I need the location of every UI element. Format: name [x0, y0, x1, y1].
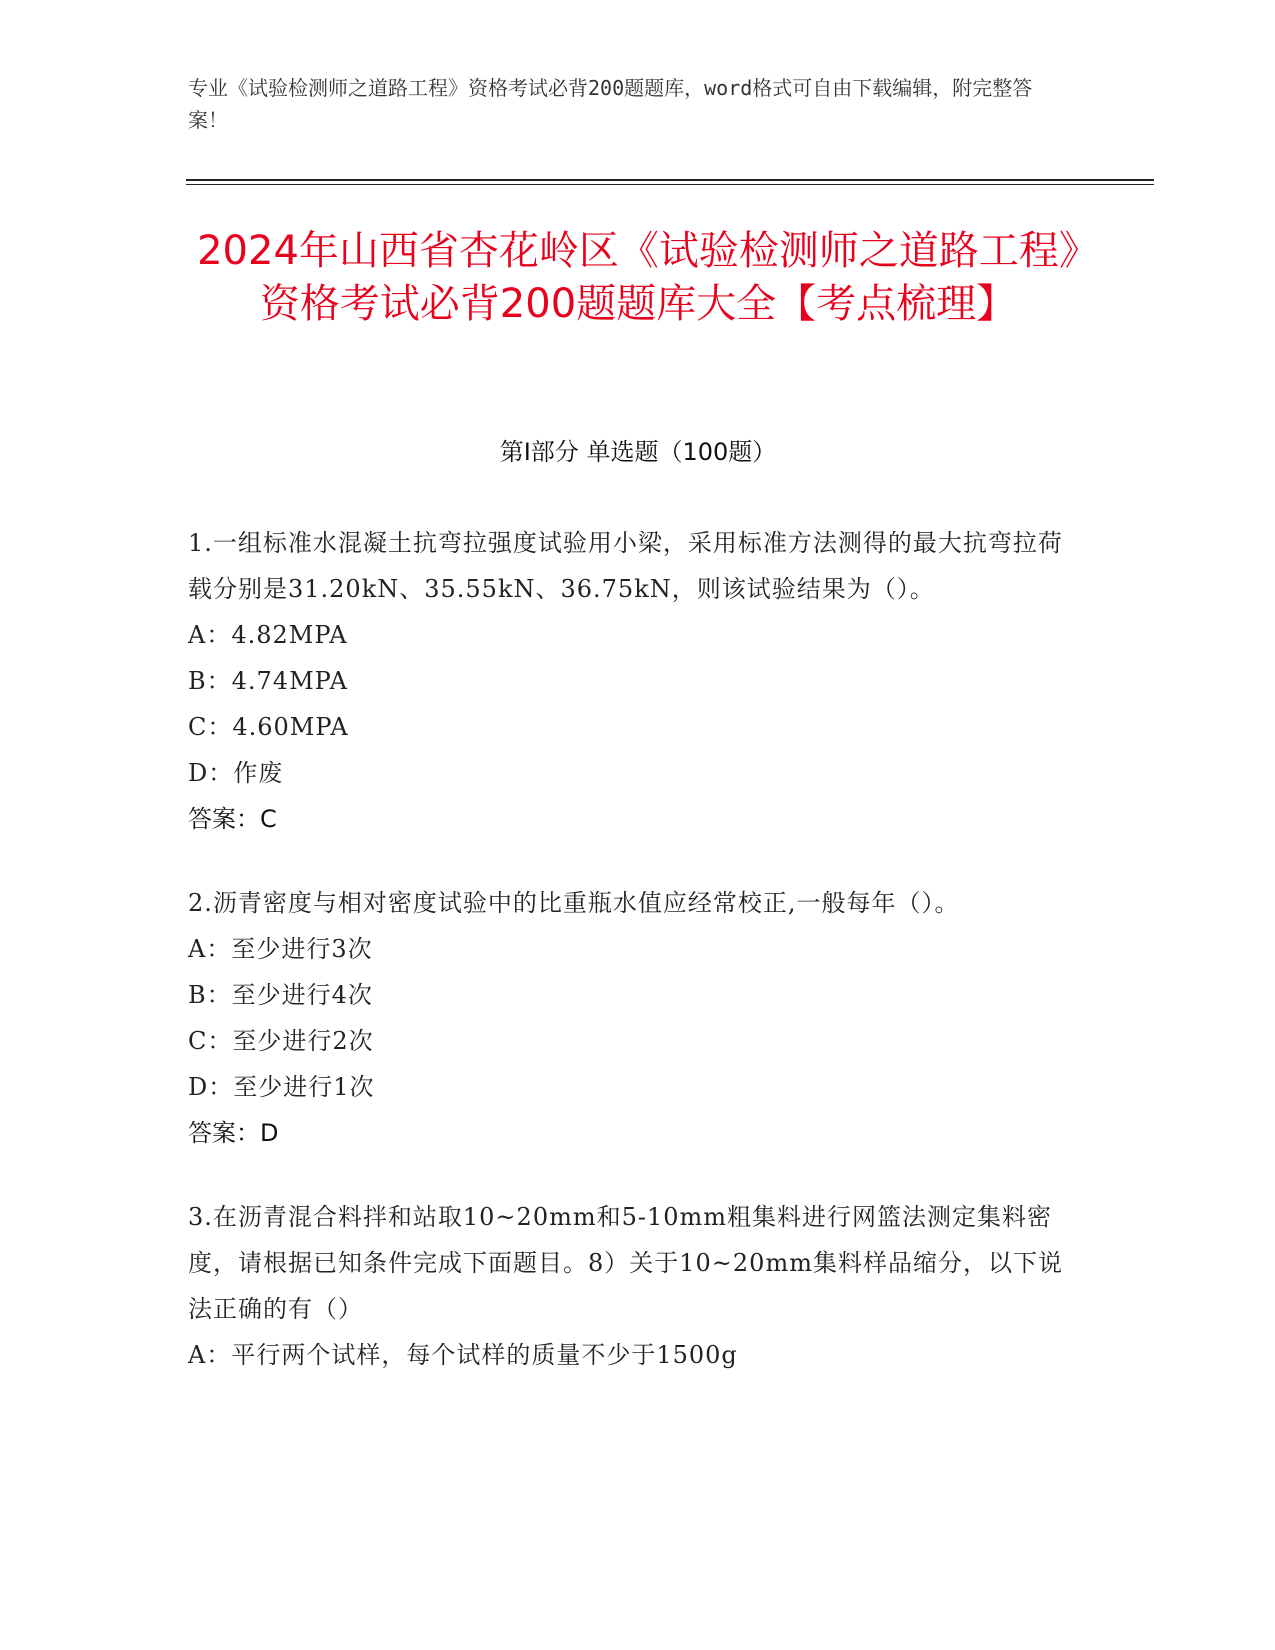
option-a: A：至少进行3次 [188, 935, 373, 963]
option-d: D：至少进行1次 [188, 1073, 375, 1101]
section-title: 第I部分 单选题（100题） [499, 438, 777, 466]
question-3 [188, 1194, 1078, 1378]
question-stem: 1.一组标准水混凝土抗弯拉强度试验用小梁，采用标准方法测得的最大抗弯拉荷载分别是31.20kN、35.55kN、36.75kN，则该试验结果为（）。 [188, 529, 1063, 603]
header-divider-thin [186, 184, 1154, 185]
option-c: C：4.60MPA [188, 713, 349, 741]
header-divider-thick [186, 179, 1154, 181]
answer: 答案：D [188, 1119, 279, 1147]
document-title: 2024年山西省杏花岭区《试验检测师之道路工程》资格考试必背200题题库大全【考点梳理】 [197, 228, 1079, 327]
option-b: B：至少进行4次 [188, 981, 373, 1009]
question-list [188, 520, 1078, 1416]
question-stem: 2.沥青密度与相对密度试验中的比重瓶水值应经常校正,一般每年（）。 [188, 889, 960, 917]
header-note: 专业《试验检测师之道路工程》资格考试必背200题题库，word格式可自由下载编辑，附完整答案！ [188, 76, 1033, 132]
option-a: A：平行两个试样，每个试样的质量不少于1500g [188, 1341, 738, 1369]
option-a: A：4.82MPA [188, 621, 348, 649]
answer: 答案：C [188, 805, 277, 833]
question-1 [188, 520, 1078, 842]
option-b: B：4.74MPA [188, 667, 348, 695]
question-stem: 3.在沥青混合料拌和站取10~20mm和5-10mm粗集料进行网篮法测定集料密度，请根据已知条件完成下面题目。8）关于10~20mm集料样品缩分，以下说法正确的有（） [188, 1203, 1063, 1323]
option-c: C：至少进行2次 [188, 1027, 374, 1055]
question-2 [188, 880, 1078, 1156]
option-d: D：作废 [188, 759, 284, 787]
